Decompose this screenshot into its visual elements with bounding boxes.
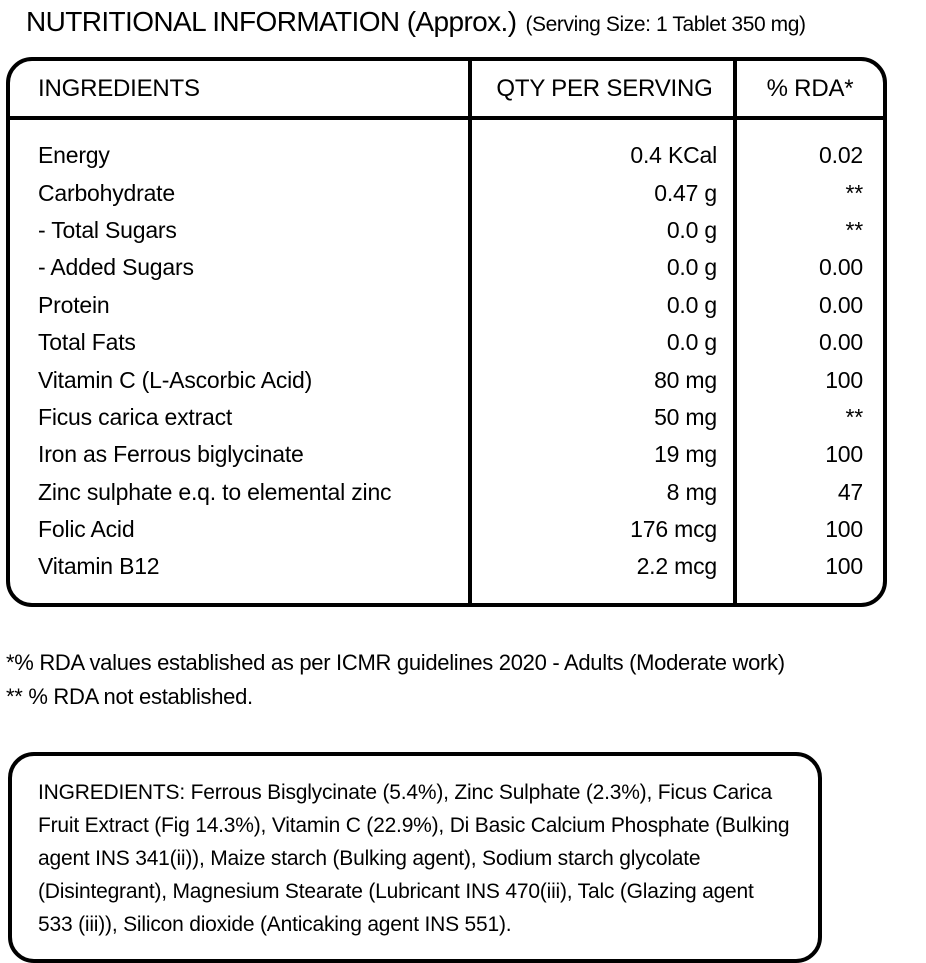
ingredient-name: - Added Sugars <box>38 254 194 281</box>
table-row <box>10 212 883 249</box>
title-serving-size: (Serving Size: 1 Tablet 350 mg) <box>525 13 806 36</box>
table-row <box>10 174 883 211</box>
ingredient-name: Ficus carica extract <box>38 403 233 430</box>
ingredient-name: Total Fats <box>38 329 136 356</box>
footnote-rda-not-established: ** % RDA not established. <box>6 684 253 709</box>
ingredient-rda: 47 <box>837 478 863 505</box>
table-row <box>10 511 883 548</box>
ingredient-name: Iron as Ferrous biglycinate <box>38 441 304 468</box>
ingredient-rda: ** <box>845 179 863 206</box>
footnotes <box>6 646 920 714</box>
ingredients-box <box>8 752 822 963</box>
ingredient-qty: 0.4 KCal <box>630 142 717 169</box>
table-row <box>10 249 883 286</box>
ingredient-name: Vitamin B12 <box>38 553 160 580</box>
ingredient-rda: 0.00 <box>819 291 863 318</box>
ingredient-qty: 176 mcg <box>630 516 717 543</box>
ingredient-name: Zinc sulphate e.q. to elemental zinc <box>38 478 392 505</box>
ingredient-qty: 0.47 g <box>654 179 717 206</box>
ingredient-qty: 0.0 g <box>666 216 717 243</box>
ingredient-rda: 100 <box>825 516 863 543</box>
ingredient-rda: 0.02 <box>819 142 863 169</box>
table-body <box>10 120 883 586</box>
table-row <box>10 548 883 585</box>
table-row <box>10 474 883 511</box>
ingredient-rda: 0.00 <box>819 254 863 281</box>
ingredient-qty: 8 mg <box>666 478 717 505</box>
table-row <box>10 324 883 361</box>
ingredient-qty: 50 mg <box>654 403 717 430</box>
ingredient-rda: 100 <box>825 553 863 580</box>
ingredient-name: Carbohydrate <box>38 179 175 206</box>
ingredient-name: Folic Acid <box>38 516 135 543</box>
column-divider-2 <box>733 61 737 603</box>
table-row <box>10 361 883 398</box>
ingredient-qty: 80 mg <box>654 366 717 393</box>
ingredient-qty: 0.0 g <box>666 291 717 318</box>
ingredients-text: INGREDIENTS: Ferrous Bisglycinate (5.4%), Zinc Sulphate (2.3%), Ficus Carica Fruit Extract (Fig 14.3%), Vitamin C (22.9%), Di Basic Calcium Phosphate (Bulking agent INS 341(ii)), Maize starch (Bulking agent), Sodium starch glycolate (Disintegrant), Magnesium Stearate (Lubricant INS 470(iii), Talc (Glazing agent 533 (iii)), Silicon dioxide (Anticaking agent INS 551). <box>38 781 790 936</box>
ingredient-name: Energy <box>38 142 110 169</box>
header-ingredients: INGREDIENTS <box>38 74 200 102</box>
ingredient-qty: 0.0 g <box>666 329 717 356</box>
header-qty-per-serving: QTY PER SERVING <box>496 74 713 102</box>
header-rda: % RDA* <box>766 74 854 102</box>
ingredient-rda: 100 <box>825 366 863 393</box>
title-main: NUTRITIONAL INFORMATION (Approx.) <box>26 6 517 37</box>
ingredient-rda: 100 <box>825 441 863 468</box>
nutrition-table <box>6 57 887 607</box>
ingredient-qty: 2.2 mcg <box>636 553 717 580</box>
footnote-rda-established: *% RDA values established as per ICMR guidelines 2020 - Adults (Moderate work) <box>6 650 785 675</box>
table-header-row <box>10 61 883 120</box>
ingredient-name: Protein <box>38 291 110 318</box>
ingredient-rda: ** <box>845 216 863 243</box>
table-row <box>10 287 883 324</box>
column-divider-1 <box>468 61 472 603</box>
ingredient-rda: 0.00 <box>819 329 863 356</box>
ingredient-qty: 0.0 g <box>666 254 717 281</box>
table-row <box>10 436 883 473</box>
table-row <box>10 137 883 174</box>
table-row <box>10 399 883 436</box>
label-title <box>26 6 920 38</box>
ingredient-rda: ** <box>845 403 863 430</box>
ingredient-qty: 19 mg <box>654 441 717 468</box>
ingredient-name: Vitamin C (L-Ascorbic Acid) <box>38 366 313 393</box>
ingredient-name: - Total Sugars <box>38 216 177 243</box>
